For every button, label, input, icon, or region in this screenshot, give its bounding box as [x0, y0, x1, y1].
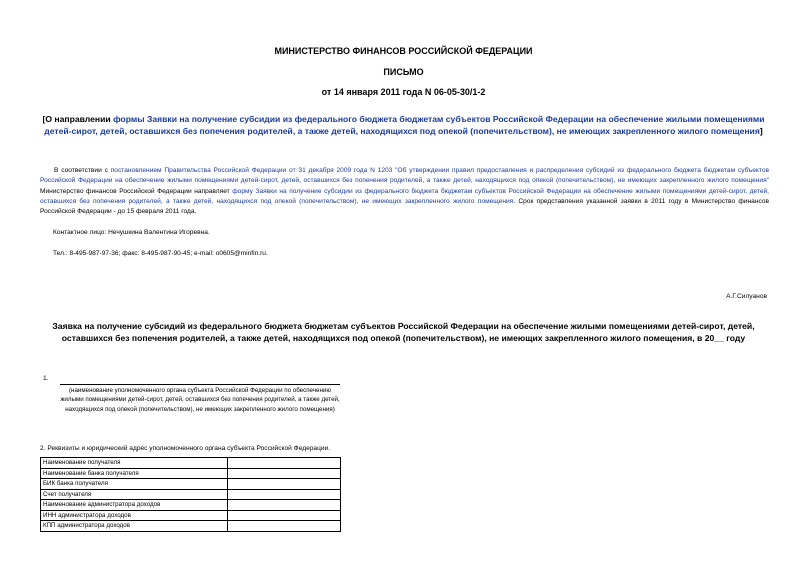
- requisite-label: ИНН администратора доходов: [41, 510, 228, 521]
- table-row: [41, 468, 341, 479]
- requisite-label: Наименование банка получателя: [41, 468, 228, 479]
- requisite-label: Наименование администратора доходов: [41, 500, 228, 511]
- table-row: [41, 521, 341, 532]
- item1-caption: (наименование уполномоченного органа субъекта Российской Федерации по обеспечению жилыми помещениями детей-сирот, детей, оставшихся без попечения родителей, а также детей, находящихся под опекой (попечительством), не имеющих закрепленного жилого помещения): [60, 387, 340, 413]
- subject-prefix: [О направлении: [42, 114, 114, 124]
- document-date-number: от 14 января 2011 года N 06-05-30/1-2: [321, 87, 486, 97]
- body-intro: В соответствии с: [54, 167, 111, 174]
- ministry-heading: МИНИСТЕРСТВО ФИНАНСОВ РОССИЙСКОЙ ФЕДЕРАЦИИ: [274, 46, 533, 56]
- subject-suffix: ]: [759, 125, 763, 136]
- requisite-value[interactable]: [227, 500, 340, 511]
- table-row: [41, 458, 341, 469]
- decree-link[interactable]: постановлением Правительства Российской Федерации от 31 декабря 2009 года N 1203 "Об утверждении правил предоставления и распределения субсидий из федерального бюджета бюджетам субъектов Российской Федерации на обеспечение жилыми помещениями детей-сирот, детей, оставшихся без попечения родителей, а также детей, находящихся под опекой (попечительством), не имеющих закрепленного жилого помещения": [40, 167, 770, 185]
- document-subject: [40, 114, 767, 137]
- requisite-value[interactable]: [227, 489, 340, 500]
- requisites-table: [40, 457, 341, 532]
- form-link[interactable]: формы Заявки на получение субсидии из федерального бюджета бюджетам субъектов Российской Федерации на обеспечение жилыми помещениями детей-сирот, детей, оставшихся без попечения родителей, а также детей, находящихся под опекой (попечительством), не имеющих закрепленного жилого помещения: [44, 114, 765, 136]
- requisite-label: КПП администратора доходов: [41, 521, 228, 532]
- requisite-value[interactable]: [227, 521, 340, 532]
- item1-fill-line[interactable]: [60, 384, 340, 385]
- requisite-value[interactable]: [227, 468, 340, 479]
- table-row: [41, 479, 341, 490]
- signature: А.Г.Силуанов: [726, 293, 767, 300]
- document-type: ПИСЬМО: [383, 67, 424, 77]
- table-row: [41, 510, 341, 521]
- letter-body: [40, 166, 769, 217]
- table-row: [41, 500, 341, 511]
- requisite-label: БИК банка получателя: [41, 479, 228, 490]
- requisite-value[interactable]: [227, 479, 340, 490]
- requisite-label: Счет получателя: [41, 489, 228, 500]
- requisite-value[interactable]: [227, 458, 340, 469]
- contact-phone-email: Тел.: 8-495-987-97-36; факс: 8-495-987-90-45; e-mail: o0605@minfin.ru.: [53, 250, 268, 257]
- requisite-label: Наименование получателя: [41, 458, 228, 469]
- item1-number: 1.: [43, 375, 49, 382]
- requisite-value[interactable]: [227, 510, 340, 521]
- body-end: . Срок представления указанной заявки в 2011 году в Министерство финансов Российской Федерации - до 15 февраля 2011 года.: [40, 197, 770, 216]
- item2-heading: 2. Реквизиты и юридический адрес уполномоченного органа субъекта Российской Федерации.: [40, 445, 331, 452]
- table-row: [41, 489, 341, 500]
- contact-person: Контактное лицо: Нечушкина Валентина Игоревна.: [53, 229, 210, 236]
- body-form-link[interactable]: форму Заявки на получение субсидии из федерального бюджета бюджетам субъектов Российской Федерации на обеспечение жилыми помещениями детей-сирот, детей, оставшихся без попечения родителей, а также детей, находящихся под опекой (попечительством), не имеющих закрепленного жилого помещения: [40, 187, 769, 205]
- application-title: Заявка на получение субсидий из федерального бюджета бюджетам субъектов Российской Федерации на обеспечение жилыми помещениями детей-сирот, детей, оставшихся без попечения родителей, а также детей, находящихся под опекой (попечительством), не имеющих закрепленного жилого помещения, в 20__ году: [52, 321, 755, 343]
- body-middle: Министерство финансов Российской Федерации направляет: [40, 187, 233, 195]
